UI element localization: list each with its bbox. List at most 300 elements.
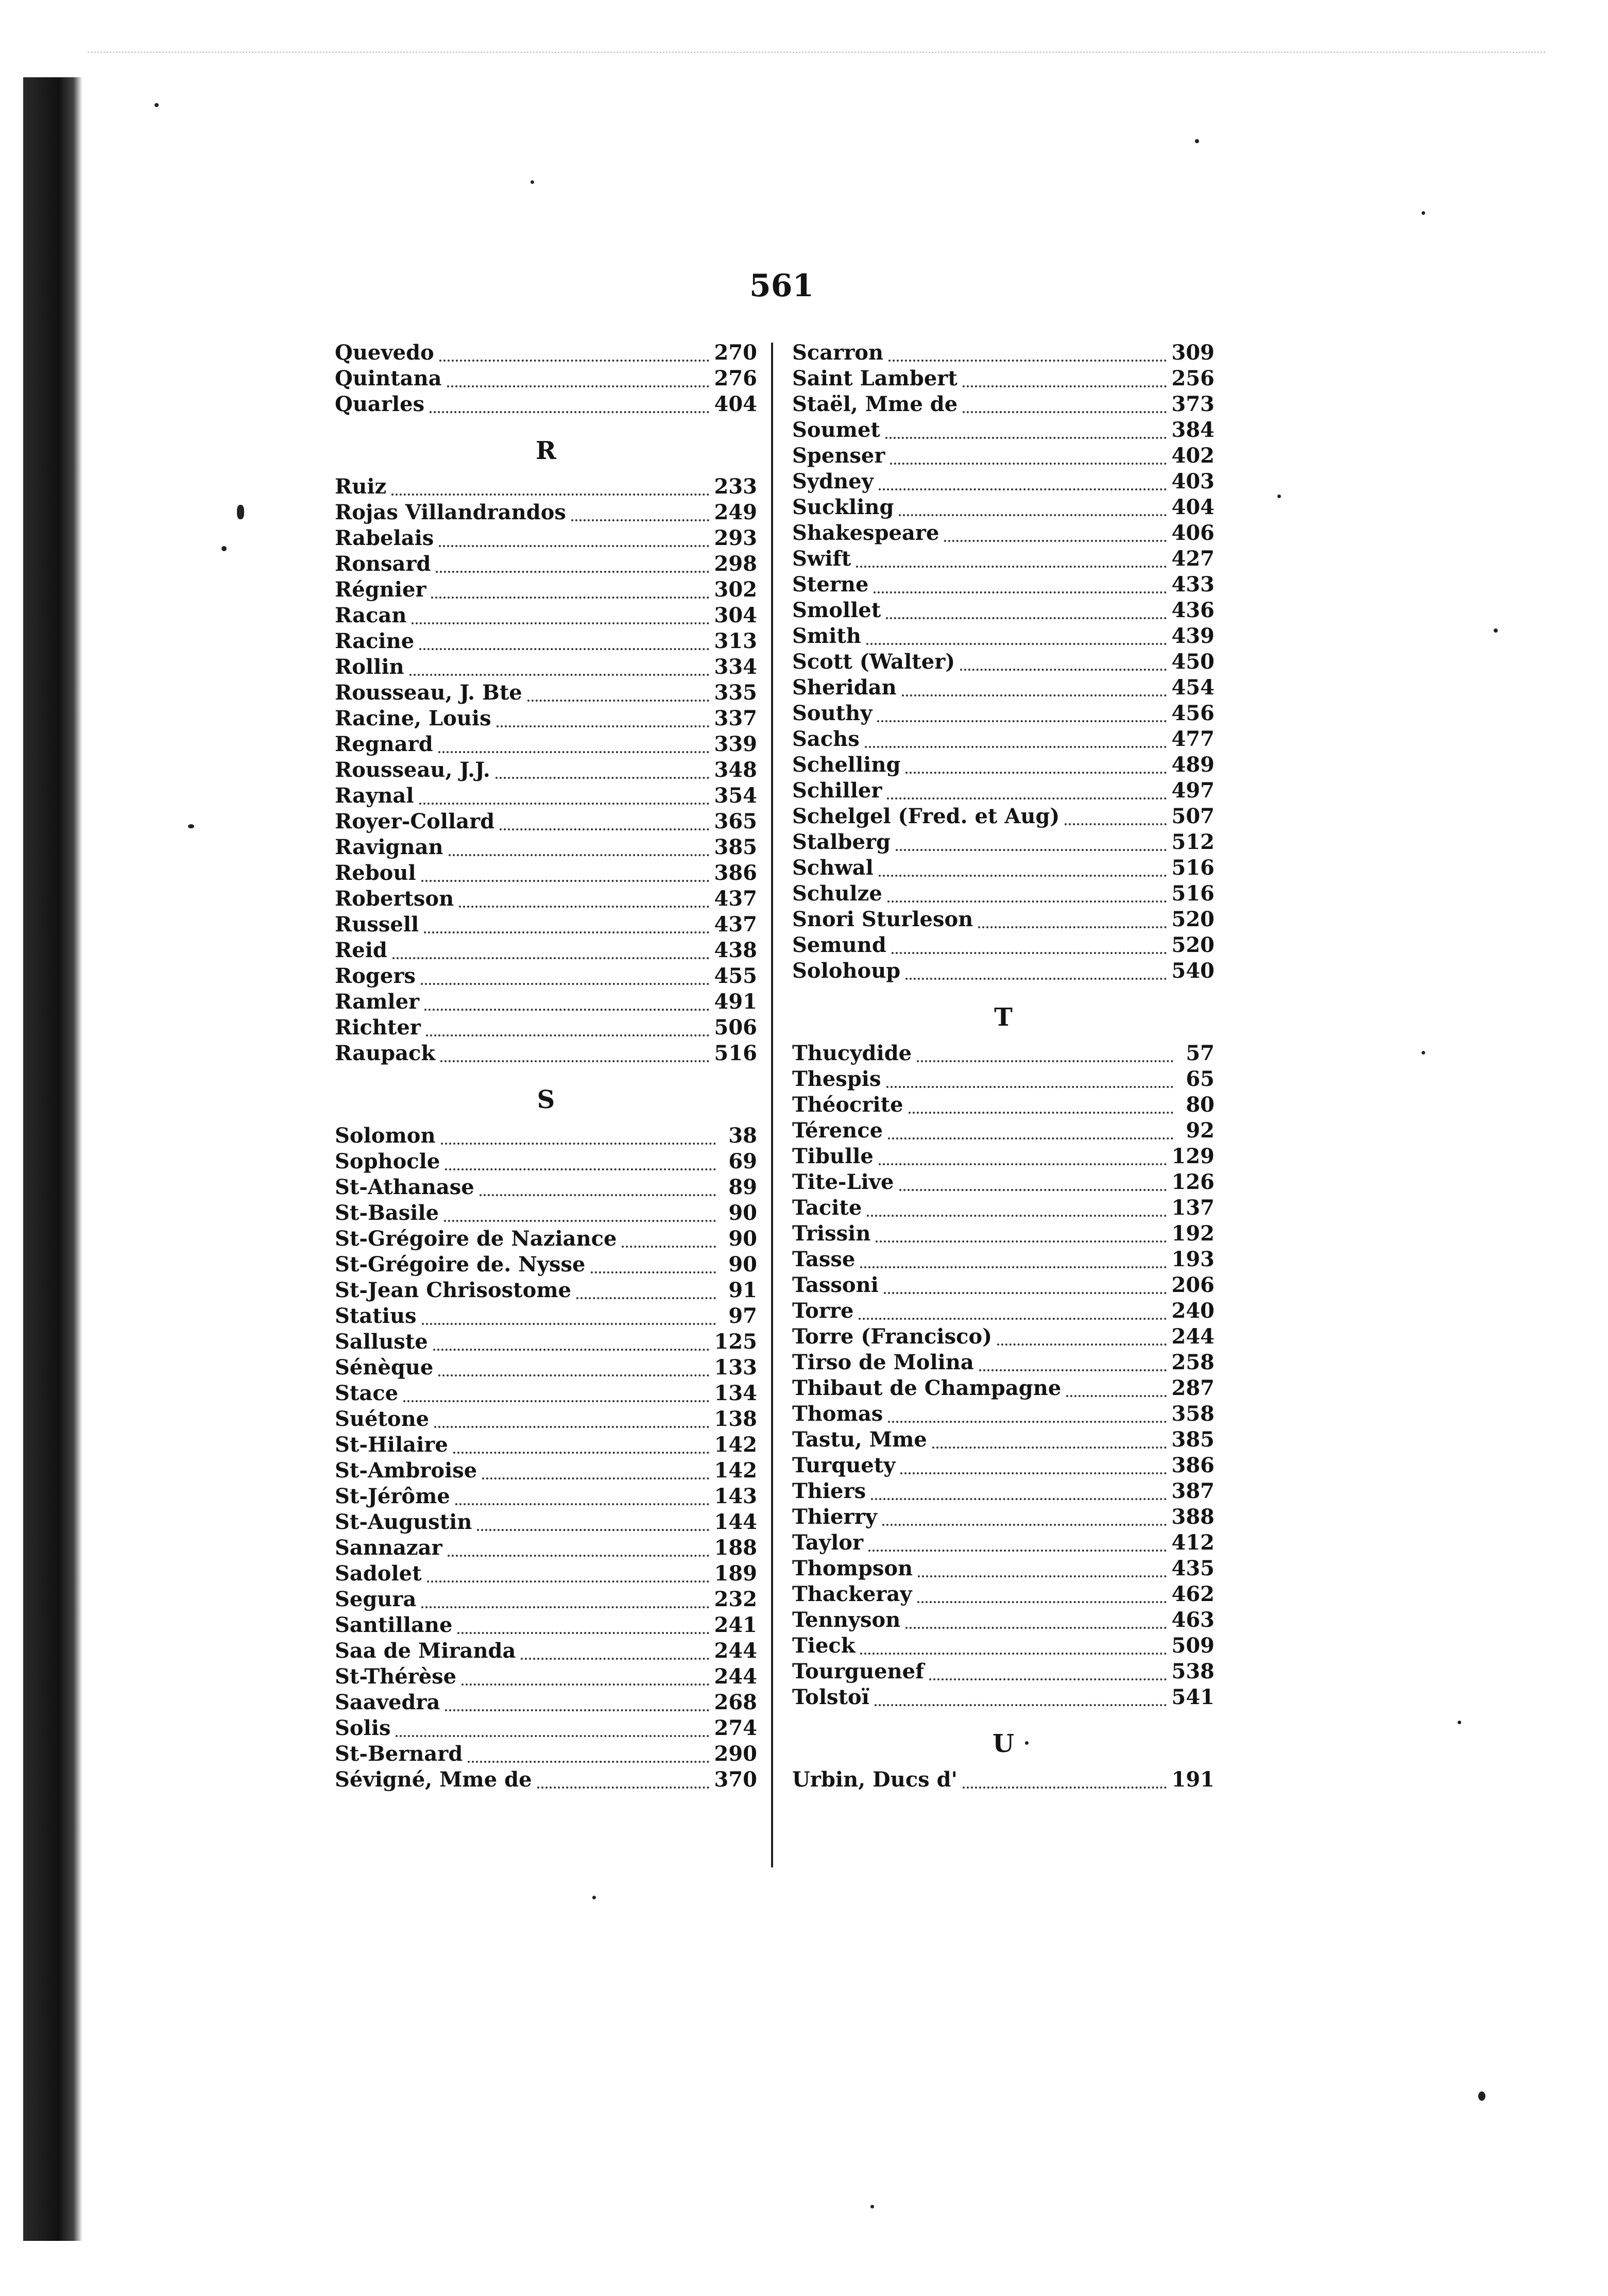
page-reference: 256 bbox=[1171, 366, 1214, 390]
dot-leader bbox=[866, 638, 1167, 645]
page-reference: 69 bbox=[728, 1149, 757, 1173]
index-entry bbox=[335, 732, 757, 757]
author-name: Shakespeare bbox=[792, 521, 939, 545]
index-entry bbox=[792, 1530, 1214, 1556]
author-name: Sheridan bbox=[792, 675, 897, 700]
index-entry bbox=[335, 628, 757, 654]
author-name: Saavedra bbox=[335, 1690, 440, 1714]
page-reference: 509 bbox=[1171, 1634, 1214, 1658]
index-entry bbox=[792, 623, 1214, 649]
author-name: Quarles bbox=[335, 392, 425, 416]
dot-leader bbox=[932, 1441, 1167, 1449]
index-entry bbox=[792, 1581, 1214, 1607]
author-name: Southy bbox=[792, 701, 873, 725]
index-entry bbox=[792, 1298, 1214, 1324]
dot-leader bbox=[453, 1447, 709, 1454]
dot-leader bbox=[421, 978, 709, 985]
page-reference: 370 bbox=[714, 1767, 757, 1792]
dot-leader bbox=[890, 457, 1166, 465]
author-name: Sénèque bbox=[335, 1355, 434, 1380]
author-name: Swift bbox=[792, 547, 851, 571]
dot-leader bbox=[438, 1369, 709, 1376]
page-reference: 287 bbox=[1171, 1376, 1214, 1400]
dot-leader bbox=[441, 1137, 716, 1145]
index-entry bbox=[335, 603, 757, 628]
index-entry bbox=[335, 1303, 757, 1329]
index-entry bbox=[335, 1587, 757, 1612]
page-reference: 125 bbox=[714, 1330, 757, 1354]
index-entry bbox=[335, 1406, 757, 1432]
index-entry bbox=[335, 1015, 757, 1041]
dot-leader bbox=[419, 797, 709, 805]
dot-leader bbox=[905, 973, 1166, 980]
page-reference: 142 bbox=[714, 1458, 757, 1483]
index-entry bbox=[792, 701, 1214, 726]
index-entry bbox=[335, 654, 757, 680]
page-reference: 138 bbox=[714, 1407, 757, 1431]
dot-leader bbox=[944, 535, 1166, 542]
dot-leader bbox=[521, 1653, 709, 1660]
page-reference: 456 bbox=[1171, 701, 1214, 725]
index-entry bbox=[335, 1741, 757, 1767]
scan-speck bbox=[1277, 495, 1281, 498]
page-reference: 274 bbox=[714, 1716, 757, 1740]
index-entry bbox=[335, 989, 757, 1015]
dot-leader bbox=[445, 1704, 709, 1711]
index-entry bbox=[335, 809, 757, 835]
page-reference: 439 bbox=[1171, 624, 1214, 648]
page-reference: 437 bbox=[714, 912, 757, 937]
page-reference: 206 bbox=[1171, 1273, 1214, 1297]
page-reference: 540 bbox=[1171, 959, 1214, 983]
page-reference: 189 bbox=[714, 1561, 757, 1586]
index-entry bbox=[335, 525, 757, 551]
author-name: St-Hilaire bbox=[335, 1433, 448, 1457]
page-reference: 313 bbox=[714, 629, 757, 653]
index-entry bbox=[792, 1144, 1214, 1169]
dot-leader bbox=[403, 1395, 709, 1402]
page-reference: 358 bbox=[1171, 1402, 1214, 1426]
index-entry bbox=[792, 881, 1214, 907]
author-name: Tassoni bbox=[792, 1273, 879, 1297]
author-name: Thespis bbox=[792, 1067, 881, 1091]
scan-speck bbox=[1025, 1741, 1029, 1745]
author-name: Thucydide bbox=[792, 1041, 912, 1065]
dot-leader bbox=[888, 1132, 1173, 1140]
author-name: Thierry bbox=[792, 1505, 877, 1529]
page-reference: 436 bbox=[1171, 598, 1214, 622]
index-entry bbox=[335, 1226, 757, 1252]
index-entry bbox=[335, 340, 757, 366]
dot-leader bbox=[427, 1575, 709, 1583]
index-entry bbox=[792, 829, 1214, 855]
author-name: Schelling bbox=[792, 753, 901, 777]
author-name: Thibaut de Champagne bbox=[792, 1376, 1062, 1400]
dot-leader bbox=[865, 741, 1167, 748]
index-entry bbox=[792, 1659, 1214, 1685]
page-reference: 38 bbox=[728, 1124, 757, 1148]
author-name: Sannazar bbox=[335, 1536, 442, 1560]
column-divider bbox=[771, 343, 773, 1867]
author-name: Tolstoï bbox=[792, 1685, 869, 1709]
author-name: Tennyson bbox=[792, 1608, 901, 1632]
author-name: Tourguenef bbox=[792, 1659, 925, 1683]
page-reference: 497 bbox=[1171, 778, 1214, 803]
page-reference: 435 bbox=[1171, 1556, 1214, 1580]
index-entry bbox=[792, 598, 1214, 623]
index-entry bbox=[792, 1324, 1214, 1350]
page-reference: 143 bbox=[714, 1484, 757, 1508]
dot-leader bbox=[421, 1601, 709, 1608]
page-reference: 89 bbox=[728, 1175, 757, 1199]
author-name: Suckling bbox=[792, 495, 894, 519]
author-name: St-Ambroise bbox=[335, 1458, 477, 1483]
author-name: Regnard bbox=[335, 732, 433, 756]
page-reference: 241 bbox=[714, 1613, 757, 1637]
index-entry bbox=[335, 1123, 757, 1149]
dot-leader bbox=[879, 1158, 1167, 1165]
page-reference: 92 bbox=[1186, 1118, 1214, 1143]
index-entry bbox=[792, 1427, 1214, 1453]
dot-leader bbox=[899, 509, 1166, 516]
scan-speck bbox=[237, 505, 244, 519]
author-name: Tieck bbox=[792, 1634, 856, 1658]
dot-leader bbox=[871, 1493, 1166, 1500]
dot-leader bbox=[963, 1781, 1167, 1789]
author-name: Régnier bbox=[335, 577, 426, 602]
page-reference: 516 bbox=[714, 1041, 757, 1065]
dot-leader bbox=[468, 1756, 709, 1763]
dot-leader bbox=[421, 875, 709, 882]
author-name: Ronsard bbox=[335, 552, 431, 576]
dot-leader bbox=[444, 1215, 716, 1222]
page-reference: 386 bbox=[1171, 1453, 1214, 1477]
dot-leader bbox=[422, 1318, 716, 1325]
page-reference: 192 bbox=[1171, 1221, 1214, 1246]
page-reference: 512 bbox=[1171, 830, 1214, 854]
author-name: Thompson bbox=[792, 1556, 913, 1580]
index-entry bbox=[792, 1041, 1214, 1066]
dot-leader bbox=[433, 1343, 709, 1351]
dot-leader bbox=[887, 895, 1167, 903]
page-reference: 384 bbox=[1171, 418, 1214, 442]
dot-leader bbox=[929, 1673, 1166, 1680]
author-name: Reid bbox=[335, 938, 387, 962]
author-name: Semund bbox=[792, 933, 886, 957]
dot-leader bbox=[459, 900, 709, 908]
dot-leader bbox=[480, 1189, 716, 1196]
index-entry bbox=[335, 783, 757, 809]
index-entry bbox=[792, 1607, 1214, 1633]
dot-leader bbox=[439, 354, 709, 362]
index-column-left bbox=[335, 340, 757, 1793]
author-name: Robertson bbox=[335, 887, 454, 911]
index-entry bbox=[792, 752, 1214, 778]
page-reference: 373 bbox=[1171, 392, 1214, 416]
author-name: St-Athanase bbox=[335, 1175, 474, 1199]
author-name: Tastu, Mme bbox=[792, 1427, 927, 1452]
dot-leader bbox=[902, 689, 1167, 696]
dot-leader bbox=[917, 1055, 1173, 1062]
dot-leader bbox=[391, 488, 709, 496]
dot-leader bbox=[875, 1699, 1167, 1706]
dot-leader bbox=[426, 1029, 709, 1036]
dot-leader bbox=[457, 1627, 709, 1634]
dot-leader bbox=[979, 1364, 1167, 1371]
author-name: St-Grégoire de. Nysse bbox=[335, 1252, 586, 1277]
page-reference: 489 bbox=[1171, 753, 1214, 777]
author-name: St-Thérèse bbox=[335, 1664, 457, 1689]
dot-leader bbox=[888, 354, 1166, 362]
index-entry bbox=[792, 1092, 1214, 1118]
index-entry bbox=[335, 1381, 757, 1406]
author-name: Schelgel (Fred. et Aug) bbox=[792, 804, 1060, 828]
page-reference: 57 bbox=[1186, 1041, 1214, 1065]
index-entry bbox=[792, 958, 1214, 984]
author-name: Turquety bbox=[792, 1453, 896, 1477]
index-entry bbox=[792, 1401, 1214, 1427]
page-reference: 137 bbox=[1171, 1196, 1214, 1220]
author-name: Torre (Francisco) bbox=[792, 1324, 993, 1349]
page-reference: 365 bbox=[714, 809, 757, 834]
page-reference: 406 bbox=[1171, 521, 1214, 545]
page-reference: 386 bbox=[714, 861, 757, 885]
index-entry bbox=[792, 1556, 1214, 1581]
page-reference: 348 bbox=[714, 758, 757, 782]
dot-leader bbox=[886, 1081, 1174, 1088]
dot-leader bbox=[856, 560, 1166, 568]
dot-leader bbox=[997, 1338, 1166, 1346]
author-name: Tibulle bbox=[792, 1144, 874, 1168]
dot-leader bbox=[419, 643, 709, 650]
author-name: Soumet bbox=[792, 418, 880, 442]
index-entry bbox=[335, 1535, 757, 1561]
dot-leader bbox=[887, 792, 1166, 800]
section-letter: S bbox=[537, 1085, 555, 1114]
page-reference: 334 bbox=[714, 655, 757, 679]
dot-leader bbox=[392, 952, 709, 959]
page-reference: 335 bbox=[714, 681, 757, 705]
index-entry bbox=[792, 855, 1214, 881]
page-reference: 404 bbox=[714, 392, 757, 416]
page-reference: 188 bbox=[714, 1536, 757, 1560]
author-name: Staël, Mme de bbox=[792, 392, 958, 416]
index-entry bbox=[335, 912, 757, 938]
dot-leader bbox=[899, 1184, 1167, 1191]
index-entry bbox=[792, 1247, 1214, 1272]
page-reference: 268 bbox=[714, 1690, 757, 1714]
author-name: Thackeray bbox=[792, 1582, 912, 1606]
author-name: Santillane bbox=[335, 1613, 453, 1637]
binding-shadow bbox=[23, 77, 82, 2241]
scan-speck bbox=[1422, 211, 1425, 215]
author-name: St-Jérôme bbox=[335, 1484, 450, 1508]
page-reference: 507 bbox=[1171, 804, 1214, 828]
author-name: Rogers bbox=[335, 964, 416, 988]
index-entry bbox=[335, 1509, 757, 1535]
dot-leader bbox=[879, 870, 1167, 877]
dot-leader bbox=[622, 1240, 716, 1248]
dot-leader bbox=[859, 1313, 1166, 1320]
index-entry bbox=[792, 1195, 1214, 1221]
page-reference: 427 bbox=[1171, 547, 1214, 571]
author-name: Quevedo bbox=[335, 341, 434, 365]
author-name: Spenser bbox=[792, 444, 885, 468]
page-reference: 133 bbox=[714, 1355, 757, 1380]
index-entry bbox=[792, 1375, 1214, 1401]
author-name: Thomas bbox=[792, 1402, 883, 1426]
author-name: Tasse bbox=[792, 1247, 856, 1271]
page-reference: 516 bbox=[1171, 881, 1214, 906]
author-name: Rousseau, J. Bte bbox=[335, 681, 522, 705]
dot-leader bbox=[860, 1261, 1166, 1268]
author-name: Saa de Miranda bbox=[335, 1639, 516, 1663]
author-name: Salluste bbox=[335, 1330, 428, 1354]
index-entry bbox=[792, 649, 1214, 675]
page-reference: 491 bbox=[714, 990, 757, 1014]
section-letter: T bbox=[994, 1003, 1013, 1032]
dot-leader bbox=[436, 566, 709, 573]
index-entry bbox=[792, 1767, 1214, 1793]
page-reference: 477 bbox=[1171, 727, 1214, 751]
dot-leader bbox=[905, 1622, 1166, 1629]
page-reference: 244 bbox=[714, 1639, 757, 1663]
dot-leader bbox=[438, 746, 709, 753]
page-reference: 134 bbox=[714, 1381, 757, 1405]
index-entry bbox=[792, 1272, 1214, 1298]
author-name: Rojas Villandrandos bbox=[335, 500, 566, 524]
dot-leader bbox=[896, 844, 1167, 851]
scan-speck bbox=[870, 2205, 874, 2208]
dot-leader bbox=[917, 1596, 1167, 1603]
page-reference: 520 bbox=[1171, 933, 1214, 957]
author-name: Racine bbox=[335, 629, 415, 653]
dot-leader bbox=[430, 406, 709, 413]
dot-leader bbox=[868, 1544, 1166, 1552]
page-reference: 144 bbox=[714, 1510, 757, 1534]
index-entry bbox=[335, 577, 757, 603]
dot-leader bbox=[876, 1235, 1166, 1243]
page-reference: 462 bbox=[1171, 1582, 1214, 1606]
page-reference: 403 bbox=[1171, 469, 1214, 494]
dot-leader bbox=[431, 591, 709, 599]
index-entry bbox=[335, 1690, 757, 1715]
dot-leader bbox=[905, 767, 1166, 774]
index-entry bbox=[335, 1767, 757, 1793]
dot-leader bbox=[448, 1550, 709, 1557]
page-reference: 450 bbox=[1171, 650, 1214, 674]
index-entry bbox=[335, 757, 757, 783]
dot-leader bbox=[527, 694, 709, 702]
author-name: St-Jean Chrisostome bbox=[335, 1278, 572, 1302]
index-entry bbox=[335, 1458, 757, 1484]
index-entry bbox=[792, 392, 1214, 417]
dot-leader bbox=[978, 921, 1166, 928]
index-entry bbox=[792, 1453, 1214, 1478]
page-reference: 293 bbox=[714, 526, 757, 550]
index-entry bbox=[335, 963, 757, 989]
index-entry bbox=[335, 1041, 757, 1066]
index-entry bbox=[792, 366, 1214, 392]
index-entry bbox=[335, 706, 757, 732]
author-name: Russell bbox=[335, 912, 419, 937]
author-name: Solis bbox=[335, 1716, 391, 1740]
page-reference: 412 bbox=[1171, 1530, 1214, 1555]
author-name: Rollin bbox=[335, 655, 404, 679]
author-name: Ramler bbox=[335, 990, 420, 1014]
dot-leader bbox=[576, 1292, 716, 1299]
author-name: Schiller bbox=[792, 778, 882, 803]
page-reference: 455 bbox=[714, 964, 757, 988]
dot-leader bbox=[960, 664, 1166, 671]
index-entry bbox=[792, 675, 1214, 701]
page-reference: 232 bbox=[714, 1587, 757, 1611]
index-entry bbox=[792, 469, 1214, 495]
page-reference: 463 bbox=[1171, 1608, 1214, 1632]
page-reference: 354 bbox=[714, 784, 757, 808]
author-name: Ravignan bbox=[335, 835, 443, 859]
page-reference: 270 bbox=[714, 341, 757, 365]
author-name: Tirso de Molina bbox=[792, 1350, 974, 1374]
index-entry bbox=[335, 1432, 757, 1458]
page-reference: 385 bbox=[1171, 1427, 1214, 1452]
dot-leader bbox=[909, 1107, 1173, 1114]
page-reference: 90 bbox=[728, 1201, 757, 1225]
dot-leader bbox=[874, 586, 1166, 593]
scan-speck bbox=[155, 103, 159, 107]
page-reference: 142 bbox=[714, 1433, 757, 1457]
index-entry bbox=[792, 1118, 1214, 1144]
dot-leader bbox=[591, 1266, 716, 1273]
page-number: 561 bbox=[749, 268, 814, 304]
author-name: Smith bbox=[792, 624, 861, 648]
index-entry bbox=[792, 417, 1214, 443]
dot-leader bbox=[482, 1472, 709, 1479]
dot-leader bbox=[918, 1570, 1166, 1577]
author-name: Rabelais bbox=[335, 526, 434, 550]
page-reference: 298 bbox=[714, 552, 757, 576]
author-name: Richter bbox=[335, 1015, 421, 1040]
author-name: Statius bbox=[335, 1304, 417, 1328]
page-reference: 233 bbox=[714, 474, 757, 499]
dot-leader bbox=[879, 483, 1167, 490]
scan-speck bbox=[1494, 628, 1498, 633]
scan-speck bbox=[1478, 2091, 1485, 2101]
page-reference: 404 bbox=[1171, 495, 1214, 519]
dot-leader bbox=[445, 1163, 716, 1170]
page-reference: 129 bbox=[1171, 1144, 1214, 1168]
index-entry bbox=[792, 1633, 1214, 1659]
dot-leader bbox=[537, 1781, 709, 1789]
dot-leader bbox=[860, 1647, 1166, 1655]
index-entry bbox=[792, 495, 1214, 520]
author-name: Sachs bbox=[792, 727, 860, 751]
dot-leader bbox=[1066, 1390, 1166, 1397]
author-name: St-Bernard bbox=[335, 1742, 463, 1766]
index-entry bbox=[792, 1504, 1214, 1530]
author-name: Ruiz bbox=[335, 474, 387, 499]
dot-leader bbox=[963, 380, 1167, 387]
index-entry bbox=[335, 1278, 757, 1303]
index-entry bbox=[335, 1638, 757, 1664]
index-entry bbox=[335, 680, 757, 706]
page-reference: 520 bbox=[1171, 907, 1214, 931]
dot-leader bbox=[882, 1519, 1167, 1526]
scan-speck bbox=[188, 824, 194, 828]
page-reference: 402 bbox=[1171, 444, 1214, 468]
index-entry bbox=[792, 572, 1214, 598]
dot-leader bbox=[434, 1421, 709, 1428]
